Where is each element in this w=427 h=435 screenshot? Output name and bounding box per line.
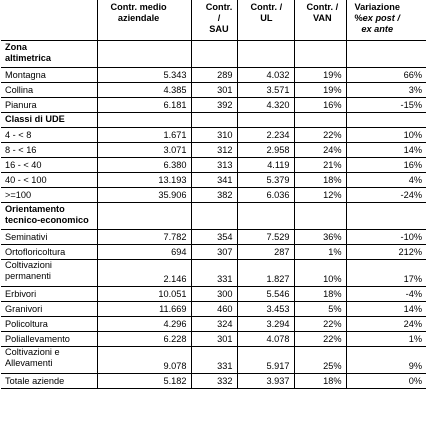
cell-medio: 11.669	[97, 302, 191, 317]
cell-var: 1%	[346, 332, 426, 347]
cell-ul: 4.320	[237, 98, 294, 113]
header-contr-medio: Contr. medio aziendale	[97, 0, 191, 41]
row-label: Totale aziende	[1, 374, 97, 389]
row-label: 40 - < 100	[1, 173, 97, 188]
cell-van: 12%	[294, 188, 346, 203]
cell-medio: 13.193	[97, 173, 191, 188]
cell-var: -15%	[346, 98, 426, 113]
cell-van: 16%	[294, 98, 346, 113]
cell-sau: 289	[191, 68, 237, 83]
table-row	[1, 128, 426, 143]
cell-sau: 301	[191, 83, 237, 98]
cell-medio: 6.380	[97, 158, 191, 173]
section-empty-cell	[191, 203, 237, 230]
row-label: Policoltura	[1, 317, 97, 332]
cell-ul: 5.917	[237, 347, 294, 374]
cell-var: -4%	[346, 287, 426, 302]
section-empty-cell	[346, 113, 426, 128]
cell-sau: 301	[191, 332, 237, 347]
cell-van: 1%	[294, 245, 346, 260]
cell-sau: 354	[191, 230, 237, 245]
cell-ul: 5.379	[237, 173, 294, 188]
row-label: Coltivazioni permanenti	[1, 260, 97, 287]
section-header	[1, 203, 426, 230]
cell-van: 25%	[294, 347, 346, 374]
cell-sau: 300	[191, 287, 237, 302]
table-row	[1, 158, 426, 173]
section-empty-cell	[346, 203, 426, 230]
row-label: Granivori	[1, 302, 97, 317]
section-empty-cell	[294, 113, 346, 128]
cell-van: 22%	[294, 332, 346, 347]
cell-sau: 332	[191, 374, 237, 389]
cell-van: 21%	[294, 158, 346, 173]
table-row	[1, 230, 426, 245]
table-row	[1, 374, 426, 389]
row-label: Ortofloricoltura	[1, 245, 97, 260]
cell-ul: 4.078	[237, 332, 294, 347]
cell-ul: 5.546	[237, 287, 294, 302]
header-contr-van: Contr. / VAN	[294, 0, 346, 41]
cell-var: 24%	[346, 317, 426, 332]
cell-var: 4%	[346, 173, 426, 188]
table-row	[1, 143, 426, 158]
cell-sau: 310	[191, 128, 237, 143]
section-empty-cell	[237, 113, 294, 128]
cell-var: 9%	[346, 347, 426, 374]
cell-sau: 307	[191, 245, 237, 260]
cell-ul: 7.529	[237, 230, 294, 245]
section-empty-cell	[237, 203, 294, 230]
section-empty-cell	[191, 41, 237, 68]
row-label: 16 - < 40	[1, 158, 97, 173]
table-row	[1, 302, 426, 317]
data-table	[1, 0, 426, 389]
cell-van: 36%	[294, 230, 346, 245]
cell-ul: 4.032	[237, 68, 294, 83]
row-label: Pianura	[1, 98, 97, 113]
section-empty-cell	[97, 113, 191, 128]
cell-var: 3%	[346, 83, 426, 98]
cell-medio: 1.671	[97, 128, 191, 143]
row-label: 8 - < 16	[1, 143, 97, 158]
table-row	[1, 83, 426, 98]
cell-var: -24%	[346, 188, 426, 203]
row-label: 4 - < 8	[1, 128, 97, 143]
header-variazione: Variazione %ex post / ex ante	[354, 2, 400, 34]
cell-medio: 6.181	[97, 98, 191, 113]
cell-var: 14%	[346, 143, 426, 158]
cell-sau: 341	[191, 173, 237, 188]
table-row	[1, 68, 426, 83]
cell-ul: 2.958	[237, 143, 294, 158]
cell-medio: 6.228	[97, 332, 191, 347]
cell-sau: 312	[191, 143, 237, 158]
cell-van: 19%	[294, 83, 346, 98]
cell-van: 10%	[294, 260, 346, 287]
section-header	[1, 41, 426, 68]
table-row	[1, 260, 426, 287]
cell-medio: 3.071	[97, 143, 191, 158]
cell-var: 16%	[346, 158, 426, 173]
cell-var: 10%	[346, 128, 426, 143]
header-row	[1, 0, 426, 41]
cell-var: 14%	[346, 302, 426, 317]
table-row	[1, 317, 426, 332]
row-label: Coltivazioni e Allevamenti	[1, 347, 97, 374]
cell-van: 18%	[294, 173, 346, 188]
cell-ul: 3.294	[237, 317, 294, 332]
section-title: Orientamento tecnico-economico	[1, 203, 97, 230]
cell-sau: 313	[191, 158, 237, 173]
row-label: Collina	[1, 83, 97, 98]
table-row	[1, 173, 426, 188]
section-empty-cell	[97, 203, 191, 230]
header-empty	[1, 0, 97, 41]
cell-ul: 287	[237, 245, 294, 260]
cell-var: 0%	[346, 374, 426, 389]
cell-van: 22%	[294, 317, 346, 332]
cell-ul: 4.119	[237, 158, 294, 173]
cell-ul: 3.571	[237, 83, 294, 98]
section-empty-cell	[191, 113, 237, 128]
cell-medio: 9.078	[97, 347, 191, 374]
cell-var: -10%	[346, 230, 426, 245]
section-title: Zona altimetrica	[1, 41, 97, 68]
cell-ul: 3.937	[237, 374, 294, 389]
cell-ul: 1.827	[237, 260, 294, 287]
cell-van: 22%	[294, 128, 346, 143]
table-row	[1, 287, 426, 302]
cell-var: 66%	[346, 68, 426, 83]
section-header	[1, 113, 426, 128]
row-label: >=100	[1, 188, 97, 203]
header-contr-sau: Contr. / SAU	[191, 0, 237, 41]
cell-ul: 3.453	[237, 302, 294, 317]
section-title: Classi di UDE	[1, 113, 97, 128]
cell-medio: 5.182	[97, 374, 191, 389]
table-row	[1, 347, 426, 374]
cell-medio: 4.385	[97, 83, 191, 98]
cell-medio: 5.343	[97, 68, 191, 83]
cell-van: 19%	[294, 68, 346, 83]
cell-medio: 35.906	[97, 188, 191, 203]
cell-van: 5%	[294, 302, 346, 317]
header-contr-ul: Contr. / UL	[237, 0, 294, 41]
cell-medio: 4.296	[97, 317, 191, 332]
cell-sau: 331	[191, 347, 237, 374]
cell-van: 24%	[294, 143, 346, 158]
section-empty-cell	[346, 41, 426, 68]
row-label: Erbivori	[1, 287, 97, 302]
cell-ul: 2.234	[237, 128, 294, 143]
row-label: Seminativi	[1, 230, 97, 245]
cell-medio: 694	[97, 245, 191, 260]
row-label: Montagna	[1, 68, 97, 83]
cell-sau: 460	[191, 302, 237, 317]
cell-sau: 331	[191, 260, 237, 287]
row-label: Poliallevamento	[1, 332, 97, 347]
cell-sau: 392	[191, 98, 237, 113]
cell-medio: 7.782	[97, 230, 191, 245]
section-empty-cell	[97, 41, 191, 68]
table-row	[1, 98, 426, 113]
cell-var: 17%	[346, 260, 426, 287]
table-row	[1, 188, 426, 203]
section-empty-cell	[294, 203, 346, 230]
section-empty-cell	[237, 41, 294, 68]
cell-van: 18%	[294, 287, 346, 302]
cell-van: 18%	[294, 374, 346, 389]
cell-medio: 2.146	[97, 260, 191, 287]
table-row	[1, 332, 426, 347]
cell-ul: 6.036	[237, 188, 294, 203]
cell-sau: 382	[191, 188, 237, 203]
section-empty-cell	[294, 41, 346, 68]
cell-var: 212%	[346, 245, 426, 260]
cell-medio: 10.051	[97, 287, 191, 302]
cell-sau: 324	[191, 317, 237, 332]
table-row	[1, 245, 426, 260]
